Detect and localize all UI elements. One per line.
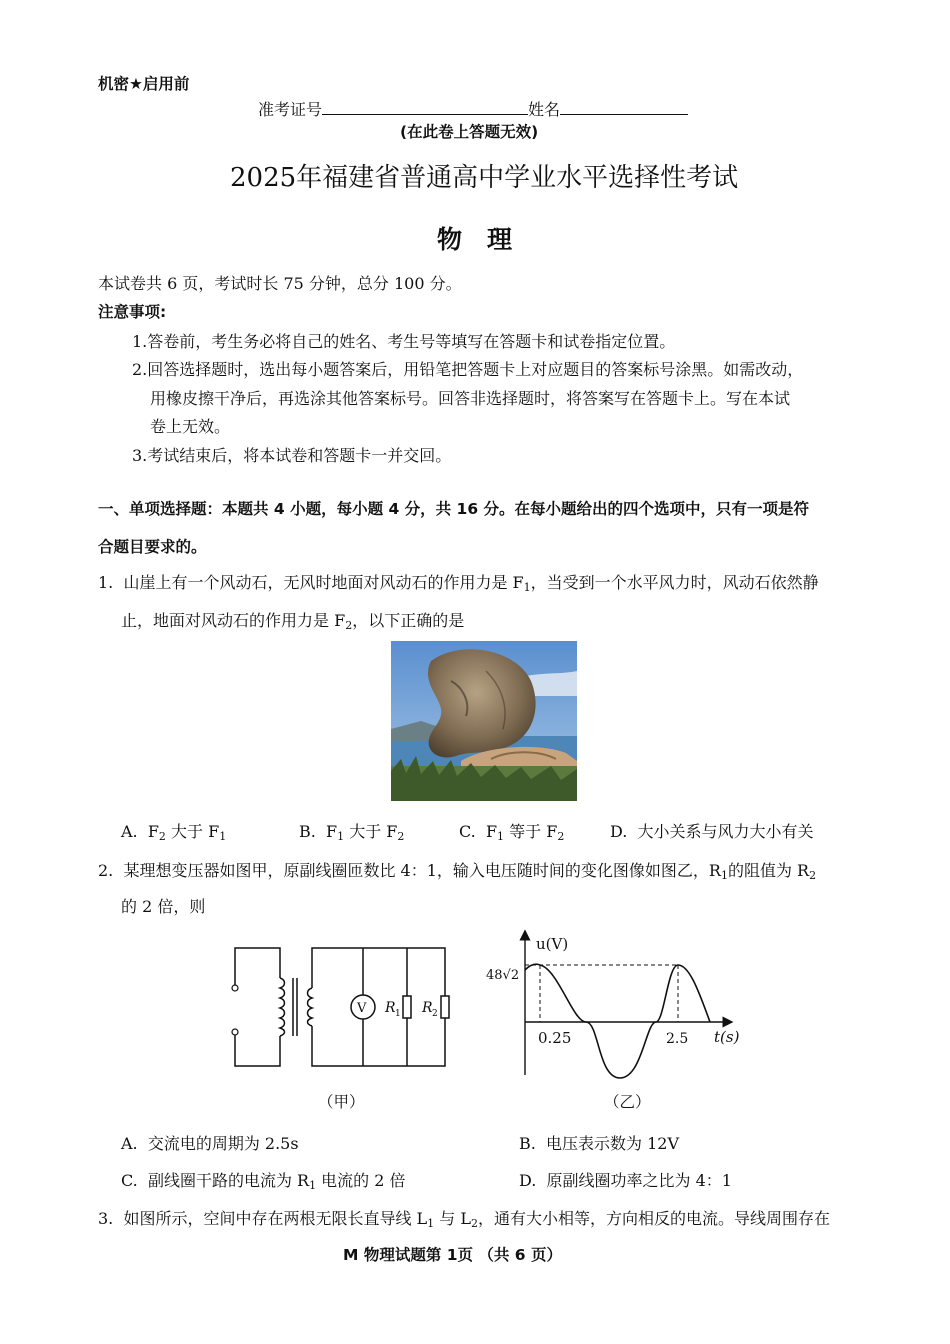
peak-voltage-label: 48√2 — [486, 968, 520, 983]
question-2-line-2: 的 2 倍，则 — [121, 897, 206, 916]
q2-option-c[interactable] — [121, 1168, 406, 1192]
subscript: 1 — [337, 830, 345, 843]
notes-heading: 注意事项: — [98, 303, 167, 321]
subscript: 2 — [470, 1217, 478, 1230]
section-1-heading-line-1: 一、单项选择题：本题共 4 小题，每小题 4 分，共 16 分。在每小题给出的四个选项中，只有一项是符 — [98, 500, 810, 518]
voltage-curve — [525, 964, 710, 1078]
name-label: 姓名 — [528, 100, 561, 119]
q2-option-b[interactable] — [519, 1131, 679, 1154]
option-text: 大于 F — [165, 822, 220, 841]
option-label: A. — [121, 1134, 138, 1153]
exam-intro: 本试卷共 6 页，考试时长 75 分钟，总分 100 分。 — [98, 274, 462, 293]
name-blank — [560, 99, 688, 115]
tick-label: 0.25 — [538, 1029, 572, 1047]
subscript: 2 — [557, 830, 565, 843]
subscript: 1 — [219, 830, 227, 843]
invalid-note: (在此卷上答题无效) — [400, 123, 539, 141]
r1-subscript: 1 — [395, 1009, 401, 1019]
input-terminal — [232, 1029, 238, 1035]
subscript: 2 — [345, 619, 353, 632]
figure-a-caption: （甲） — [318, 1093, 365, 1111]
page-footer: M 物理试题第 1页 （共 6 页） — [343, 1246, 562, 1264]
y-axis-label: u(V) — [536, 935, 569, 953]
input-terminal — [232, 985, 238, 991]
confidential-mark: 机密★启用前 — [98, 75, 190, 93]
subject-title: 物 理 — [437, 225, 513, 254]
option-text: F — [485, 822, 498, 841]
voltmeter-label: V — [357, 1001, 367, 1016]
wind-rock-photo — [391, 641, 577, 801]
note-item-3: 3.考试结束后，将本试卷和答题卡一并交回。 — [132, 446, 452, 465]
note-item-2-line-2: 用橡皮擦干净后，再选涂其他答案标号。回答非选择题时，将答案写在答题卡上。写在本试 — [150, 389, 791, 408]
subscript: 1 — [720, 869, 728, 882]
q1-option-c[interactable] — [459, 819, 564, 843]
option-text: F — [326, 822, 338, 841]
question-3-text-a: 如图所示，空间中存在两根无限长直导线 L — [123, 1209, 428, 1228]
question-3-line-1 — [98, 1206, 830, 1230]
question-2-number: 2. — [98, 861, 114, 880]
subscript: 2 — [158, 830, 166, 843]
note-item-1: 1.答卷前，考生务必将自己的姓名、考生号等填写在答题卡和试卷指定位置。 — [132, 332, 676, 351]
note-item-2-line-1: 2.回答选择题时，选出每小题答案后，用铅笔把答题卡上对应题目的答案标号涂黑。如需改动， — [132, 360, 804, 379]
exam-id-blank — [322, 99, 528, 115]
q2-option-d[interactable] — [519, 1168, 732, 1191]
question-1-line-2 — [121, 608, 464, 632]
option-text: 副线圈干路的电流为 R — [147, 1171, 310, 1190]
tick-label: 2.5 — [666, 1031, 689, 1047]
transformer-circuit-diagram — [225, 940, 465, 1075]
q2-option-a[interactable] — [121, 1131, 299, 1154]
option-text: 电流的 2 倍 — [316, 1171, 406, 1190]
subscript: 2 — [397, 830, 405, 843]
option-label: D. — [519, 1171, 537, 1190]
r1-label: R — [385, 1000, 396, 1016]
option-text: 等于 F — [504, 822, 558, 841]
option-label: B. — [299, 822, 316, 841]
exam-id-label: 准考证号 — [258, 100, 323, 119]
option-text: 大小关系与风力大小有关 — [637, 822, 814, 841]
question-2-text-b: 的阻值为 R — [727, 861, 810, 880]
option-label: A. — [121, 822, 138, 841]
voltage-time-graph — [478, 925, 748, 1085]
section-1-heading-line-2: 合题目要求的。 — [98, 538, 207, 556]
question-1-text-d: ，以下正确的是 — [352, 611, 465, 630]
question-1-text-c: 止，地面对风动石的作用力是 F — [121, 611, 346, 630]
note-item-2-line-3: 卷上无效。 — [150, 417, 231, 436]
page-title: 2025年福建省普通高中学业水平选择性考试 — [230, 163, 739, 193]
subscript: 1 — [497, 830, 505, 843]
subscript: 1 — [523, 581, 531, 594]
question-2-line-1 — [98, 858, 816, 882]
q1-option-a[interactable] — [121, 819, 226, 843]
question-1-text-a: 山崖上有一个风动石，无风时地面对风动石的作用力是 F — [123, 573, 524, 592]
subscript: 2 — [809, 869, 817, 882]
r2-subscript: 2 — [432, 1009, 438, 1019]
candidate-info-line — [258, 97, 688, 120]
option-text: F — [147, 822, 159, 841]
subscript: 1 — [427, 1217, 435, 1230]
option-text: 原副线圈功率之比为 4：1 — [546, 1171, 732, 1190]
q1-option-d[interactable] — [610, 819, 814, 842]
q1-option-b[interactable] — [299, 819, 404, 843]
question-3-text-c: ，通有大小相等，方向相反的电流。导线周围存在 — [477, 1209, 830, 1228]
option-label: C. — [459, 822, 476, 841]
option-label: B. — [519, 1134, 536, 1153]
question-1-text-b: ，当受到一个水平风力时，风动石依然静 — [530, 573, 819, 592]
r2-label: R — [422, 1000, 433, 1016]
question-3-text-b: 与 L — [434, 1209, 471, 1228]
option-text: 交流电的周期为 2.5s — [147, 1134, 299, 1153]
option-label: D. — [610, 822, 628, 841]
subscript: 1 — [309, 1179, 317, 1192]
option-text: 大于 F — [344, 822, 398, 841]
option-label: C. — [121, 1171, 138, 1190]
x-axis-label: t(s) — [714, 1028, 740, 1046]
option-text: 电压表示数为 12V — [546, 1134, 680, 1153]
question-3-number: 3. — [98, 1209, 114, 1228]
question-2-text-a: 某理想变压器如图甲，原副线圈匝数比 4：1，输入电压随时间的变化图像如图乙，R — [123, 861, 721, 880]
question-1-line-1 — [98, 570, 819, 594]
figure-b-caption: （乙） — [604, 1093, 651, 1111]
question-1-number: 1. — [98, 573, 114, 592]
